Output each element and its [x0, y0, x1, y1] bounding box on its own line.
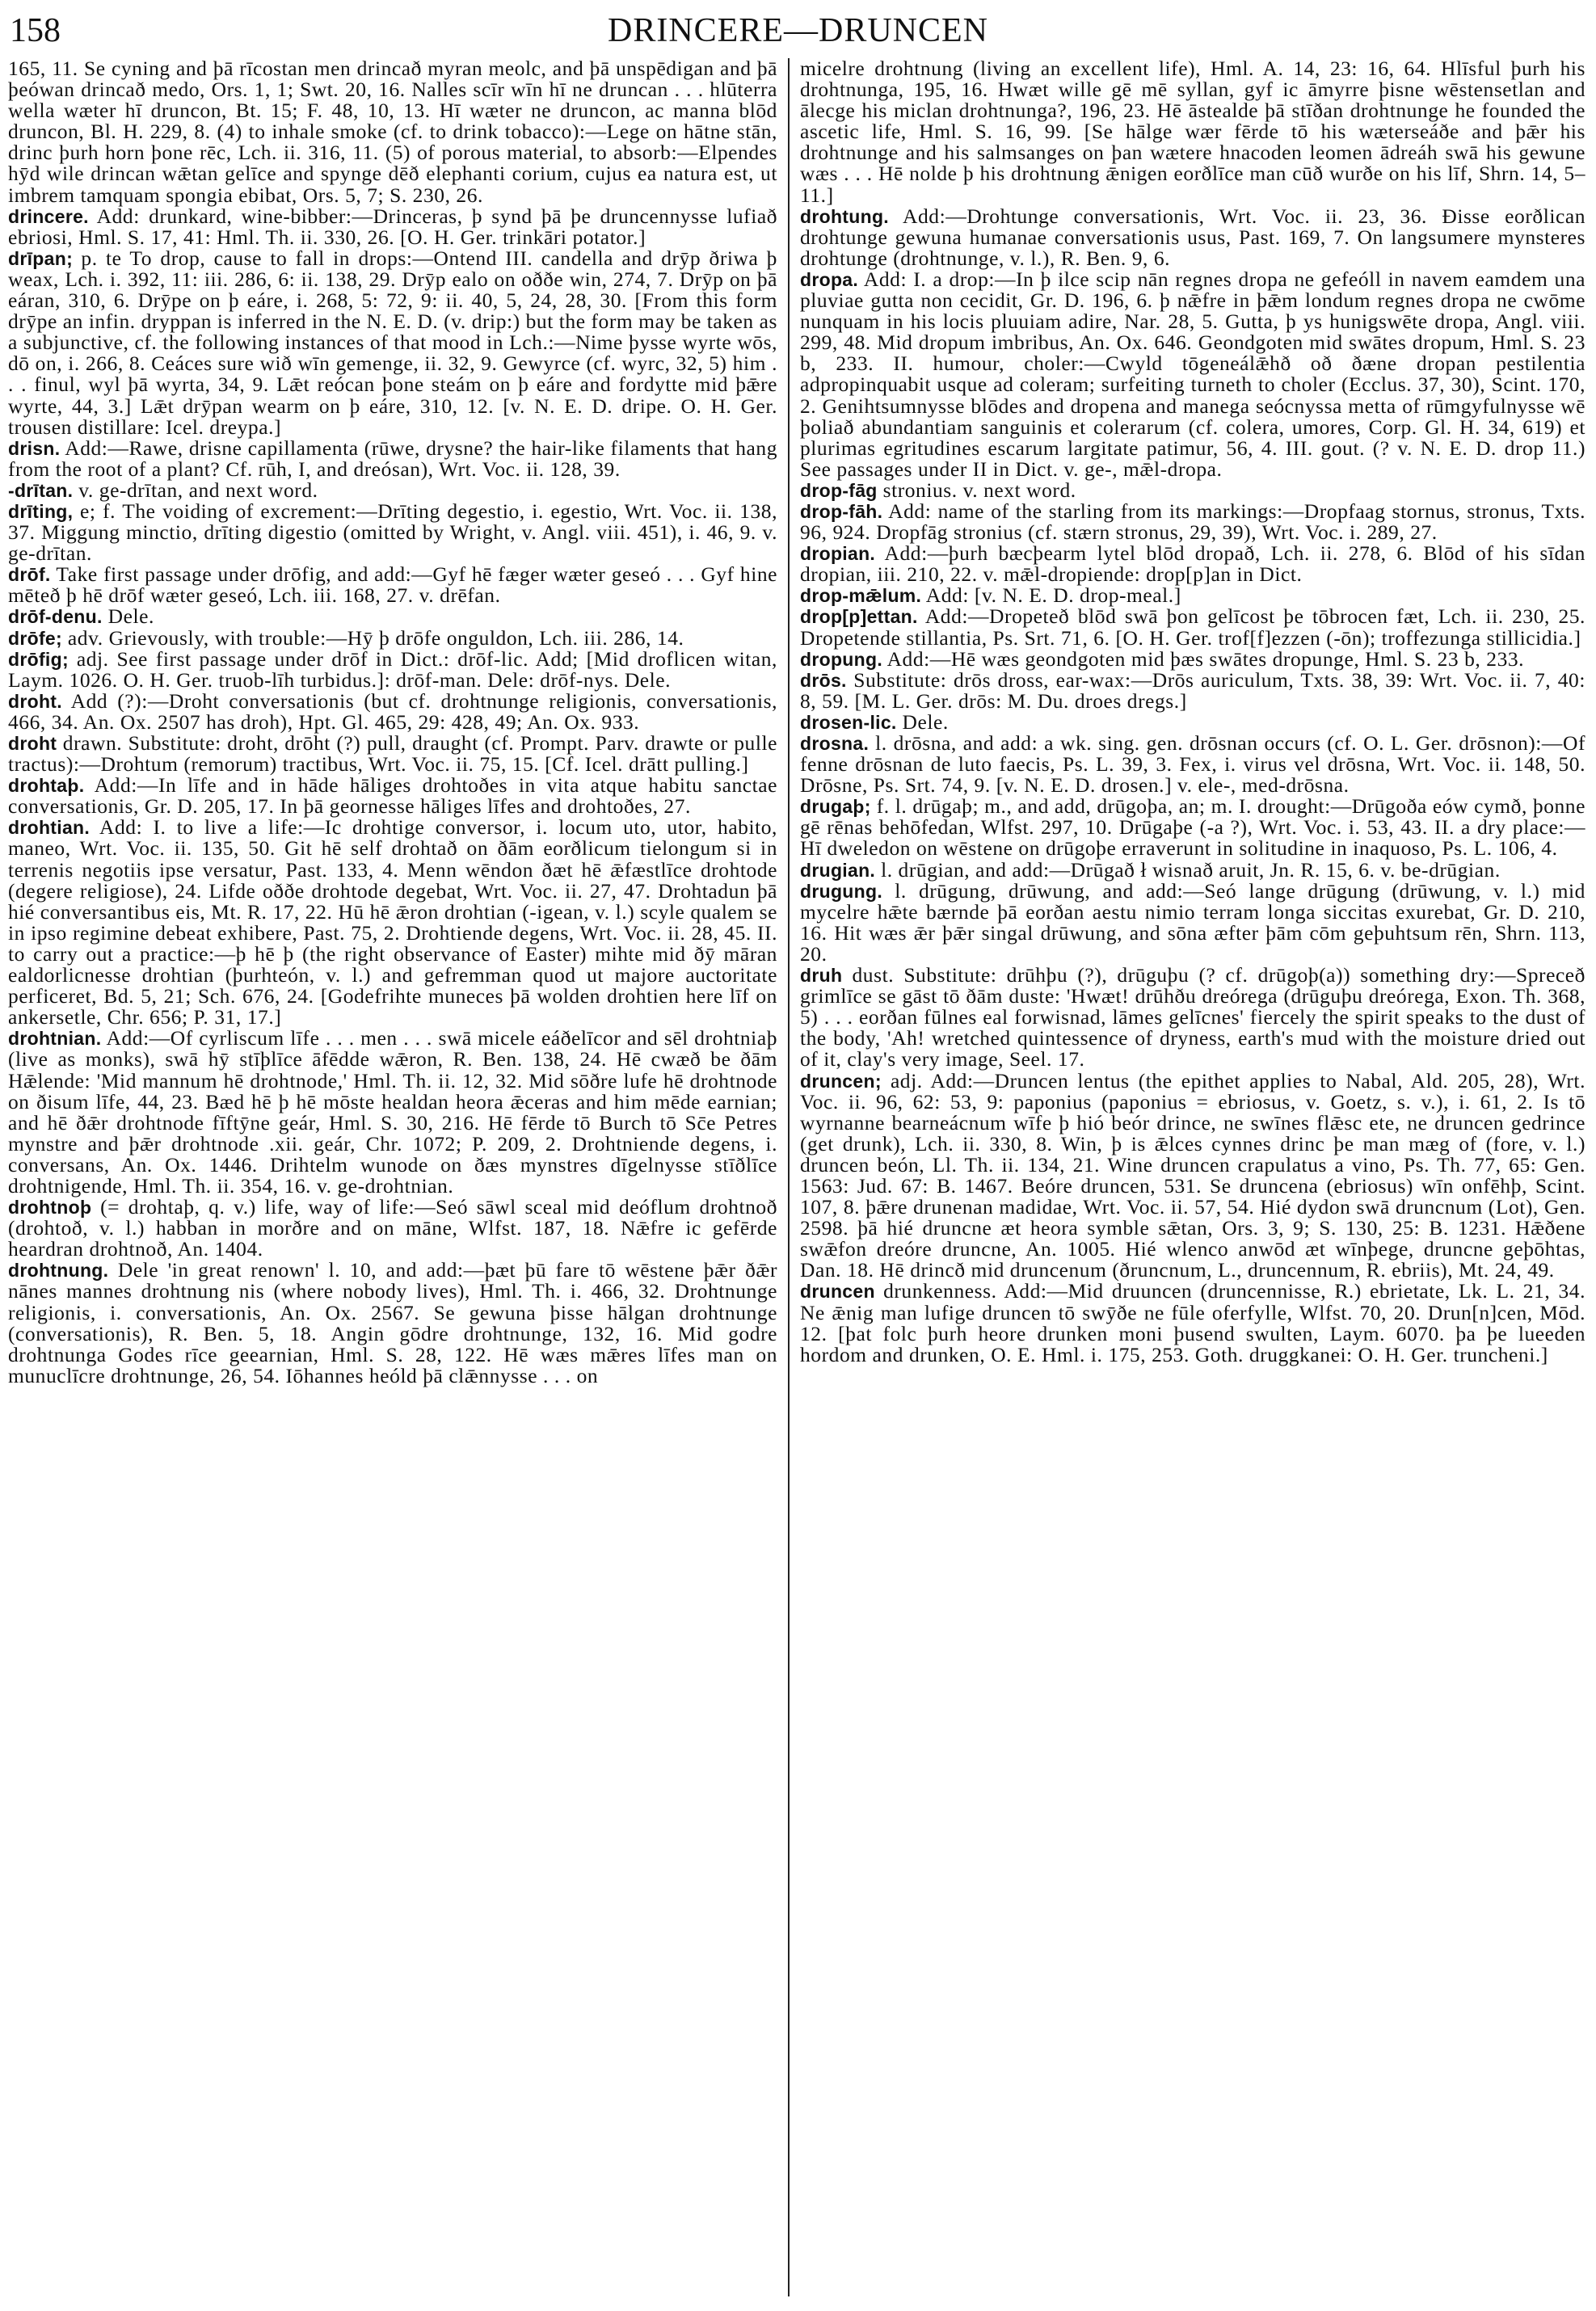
entry-headword: drōf-denu. — [8, 606, 103, 628]
dictionary-entry — [800, 646, 1585, 671]
entry-headword: drop-mǣlum. — [800, 585, 922, 607]
dictionary-entry — [8, 1260, 777, 1387]
entry-text: v. ge-drītan, and next word. — [78, 478, 318, 502]
entry-text: drunkenness. Add:—Mid druuncen (druncennisse, R.) ebrietate, Lk. L. 21, 34. Ne ǣnig man lufige druncen tō swȳðe ne fūle oferfylle, Wlfst. 70, 20. Drun[n]cen, Mōd. 12. [þat folc þurh heore drunken moni þusend swulten, Laym. 6070. þa þe lueeden hordom and drunken, O. E. Hml. i. 175, 253. Goth. druggkanei: O. H. Ger. truncheni.] — [800, 1279, 1585, 1366]
entry-text: 165, 11. Se cyning and þā rīcostan men drincað myran meolc, and þā unspēdigan and þā þeówan drincað medo, Ors. 1, 1; Swt. 20, 16. Nalles scīr wīn hī ne druncan . . . hlūterra wella wæter hī druncon, Bt. 15; F. 48, 10, 13. Hī wæter ne druncon, ac manna blōd druncon, Bl. H. 229, 8. (4) to inhale smoke (cf. to drink tobacco):—Lege on hātne stān, drinc þurh horn þone rēc, Lch. ii. 316, 11. (5) of porous material, to absorb:—Elpendes hȳd wile drincan wǣtan gelīce and spynge dēð elephanti corium, cujus ea natura est, ut imbrem tamquam spongia ebibat, Ors. 5, 7; S. 230, 26. — [8, 58, 777, 207]
dictionary-entry — [800, 733, 1585, 796]
dictionary-entry — [8, 206, 777, 248]
page-title: DRINCERE—DRUNCEN — [607, 12, 988, 49]
entry-text: Add:—Dropeteð blōd swā þon gelīcost þe tōbrocen fæt, Lch. ii. 230, 25. Dropetende stillantia, Ps. Srt. 71, 6. [O. H. Ger. trof[f]ezzen (-ōn); troffezunga stillicidia.] — [800, 604, 1585, 650]
entry-headword: drōf. — [8, 564, 51, 586]
dictionary-entry — [8, 480, 777, 501]
entry-text: Take first passage under drōfig, and add:—Gyf hē fæger wæter geseó . . . Gyf hine mēteð þ hē drōf wæter geseó, Lch. iii. 168, 27. v. drēfan. — [8, 562, 777, 608]
entry-headword: dropa. — [800, 268, 859, 290]
entry-text: p. te To drop, cause to fall in drops:—Ontend III. candella and drȳp ðriwa þ weax, Lch. i. 392, 11: iii. 286, 6: ii. 138, 29. Drȳp ealo on oððe win, 274, 7. Drȳp on þā eáran, 310, 6. Drȳpe on þ eáre, i. 268, 5: 72, 9: ii. 40, 5, 24, 28, 30. [From this form drȳpe an infin. dryppan is inferred in the N. E. D. (v. drip:) but the form may be taken as a subjunctive, cf. the following instances of that mood in Lch.:—Nime þysse wyrte wōs, dō on, i. 266, 8. Ceáces sure wið wīn gemenge, ii. 32, 9. Gewyrce (cf. wyrc, 32, 5) him . . . finul, wyl þā wyrta, 34, 9. Lǣt reócan þone steám on þ eáre and fordytte mid þǣre wyrte, 44, 3.] Lǣt drȳpan wearm on þ eáre, 310, 12. [v. N. E. D. dripe. O. H. Ger. trousen distillare: Icel. dreypa.] — [8, 246, 777, 439]
dictionary-entry — [800, 206, 1585, 269]
entry-text: f. l. drūgaþ; m., and add, drūgoþa, an; m. I. drought:—Drūgoða eów cymð, þonne gē rēnas behōfedan, Wlfst. 297, 10. Drūgaþe (-a ?), Wrt. Voc. i. 53, 43. II. a dry place:—Hī dweledon on wēstene on drūgoþe erraverunt in solitudine in inaquoso, Ps. L. 106, 4. — [800, 794, 1585, 861]
entry-text: l. drūgung, drūwung, and add:—Seó lange drūgung (drūwung, v. l.) mid mycelre hǣte bærnde þā eorðan aestu nimio terram longa siccitas exurebat, Gr. D. 210, 16. Hit wæs ǣr þǣr singal drūwung, and sōna æfter þām cōm geþuhtsum rēn, Shrn. 113, 20. — [800, 878, 1585, 966]
dictionary-entry — [800, 269, 1585, 480]
dictionary-entry — [8, 688, 777, 734]
dictionary-entry — [800, 58, 1585, 206]
entry-text: Add: drunkard, wine-bibber:—Drinceras, þ synd þā þe druncennysse lufiað ebriosi, Hml. S. 17, 41: Hml. Th. ii. 330, 26. [O. H. Ger. trinkāri potator.] — [8, 204, 777, 249]
entry-text: Add:—Of cyrliscum līfe . . . men . . . swā micele eáðelīcor and sēl drohtniaþ (live as monks), swā hȳ stīþlīce āfēdde wǣron, R. Ben. 138, 24. Hē cwæð be ðām Hǣlende: 'Mid mannum hē drohtnode,' Hml. Th. ii. 12, 32. Mid sōðre lufe hē drohtnode on ðisum līfe, 44, 23. Bæd hē þ hē mōste healdan heora ǣceras and him mēde earnian; and hē ðǣr drohtnode fīftȳne geár, Hml. S. 30, 216. Hē fērde tō Burch tō Sc̄e Petres mynstre and þǣr drohtnode .xii. geár, Chr. 1072; P. 209, 2. Drohtniende degens, i. conversans, An. Ox. 1446. Drihtelm wunode on ðæs mynstres dīgelnysse stīðlīce drohtnigende, Hml. Th. ii. 354, 16. v. ge-drohtnian. — [8, 1026, 777, 1198]
entry-text: Add:—Hē wæs geondgoten mid þæs swātes dropunge, Hml. S. 23 b, 233. — [886, 646, 1525, 671]
entry-text: adj. Add:—Druncen lentus (the epithet applies to Nabal, Ald. 205, 28), Wrt. Voc. ii. 96, 62: 53, 9: paponius (paponius = ebriosus, v. Goetz, s. v.), i. 61, 2. Is tō wyrnanne bearneácnum wīfe þ hió beór drince, ne swīnes flǣsc ete, ne druncen gedrince (get drunk), Lch. ii. 330, 8. Win, þ is ǣlces cynnes drinc þe man mæg of (fore, v. l.) druncen beón, Ll. Th. ii. 134, 21. Wine druncen crapulatus a vino, Ps. Th. 77, 65: Gen. 1563: Jud. 67: B. 1467. Beóre druncen, 531. Se druncena (ebriosus) wīn onfēhþ, Scint. 107, 8. þǣre drunenan madidae, Wrt. Voc. ii. 57, 54. Hié dydon swā druncnum (Lot), Gen. 2598. þā hié druncne æt heora symble sǣtan, Ors. 3, 9; S. 130, 25: B. 1231. Hǣðene swǣfon dreóre druncne, An. 1005. Hié wlenco anwōd æt wīnþege, druncne geþōhtas, Dan. 18. Hē drincð mid druncenum (ðruncnum, L., druncennum, R. ebriis), Mt. 24, 49. — [800, 1068, 1585, 1282]
dictionary-entry — [800, 543, 1585, 585]
page-header — [10, 11, 1586, 52]
entry-headword: drisn. — [8, 437, 61, 459]
entry-text: Add:—Drohtunge conversationis, Wrt. Voc. ii. 23, 36. Ðisse eorðlican drohtunge gewuna humanae conversationis usus, Past. 169, 7. On langsumere mynsteres drohtunge (drohtnunge, v. l.), R. Ben. 9, 6. — [800, 204, 1585, 270]
entry-headword: drugaþ; — [800, 796, 871, 818]
entry-text: Substitute: drōs dross, ear-wax:—Drōs auriculum, Txts. 38, 39: Wrt. Voc. ii. 7, 40: 8, 59. [M. L. Ger. drōs: M. Du. droes dregs.] — [800, 667, 1585, 713]
entry-headword: drōs. — [800, 669, 847, 691]
entry-headword: drop-fāg — [800, 479, 878, 501]
entry-headword: druncen; — [800, 1070, 882, 1092]
entry-text: adv. Grievously, with trouble:—Hȳ þ drōfe onguldon, Lch. iii. 286, 14. — [67, 625, 684, 650]
entry-text: Add: I. to live a life:—Ic drohtige conversor, i. locum uto, utor, habito, maneo, Wrt. Voc. ii. 135, 50. Git hē self drohtað on ðām eorðlicum tielongum si in terrenis negotiis ipse versatur, Past. 133, 4. Menn wēndon ðæt hē ǣfæstlīce drohtode (degere religiose), 24. Lifde oððe drohtode degebat, Wrt. Voc. ii. 27, 47. Drohtadun þā hié conversantibus eis, Mt. R. 17, 22. Hū hē ǣron drohtian (-igean, v. l.) scyle qualem se in ipso regimine debeat exhibere, Past. 75, 2. Drohtiende degens, Wrt. Voc. ii. 28, 45. II. to carry out a practice:—þ hē þ (the right observance of Easter) mihte mid ðȳ māran ealdorlicnesse drohtian (þurhteón, v. l.) and gefremman quod ut majore auctoritate perficeret, Bd. 5, 21; Sch. 676, 24. [Godefrihte muneces þā wolden drohtien here līf on ankersetle, Chr. 656; P. 31, 17.] — [8, 815, 777, 1029]
entry-headword: drugian. — [800, 859, 876, 881]
dictionary-entry — [800, 585, 1585, 606]
entry-text: Dele. — [107, 604, 154, 629]
dictionary-entry — [8, 564, 777, 606]
entry-text: adj. See first passage under drōf in Dict.: drōf-lic. Add; [Mid droflicen witan, Laym. 1026. O. H. Ger. truob-līh turbidus.]: drōf-man. Dele: drōf-nys. Dele. — [8, 646, 777, 692]
entry-headword: drōfe; — [8, 627, 62, 649]
dictionary-entry — [800, 857, 1585, 882]
entry-text: Add:—Rawe, drisne capillamenta (rūwe, drysne? the hair-like filaments that hang from the root of a plant? Cf. rūh, I, and dreósan), Wrt. Voc. ii. 128, 39. — [8, 436, 777, 481]
entry-text: drawn. Substitute: droht, drōht (?) pull, draught (cf. Prompt. Parv. drawte or pulle tractus):—Drohtum (remorum) tractibus, Wrt. Voc. ii. 75, 15. [Cf. Icel. drātt pulling.] — [8, 731, 777, 777]
entry-text: Dele. — [902, 709, 949, 734]
entry-headword: drohtian. — [8, 817, 91, 839]
dictionary-entry — [800, 796, 1585, 859]
entry-headword: drohtung. — [800, 205, 889, 227]
entry-text: l. drūgian, and add:—Drūgað ł wisnað aruit, Jn. R. 15, 6. v. be-drūgian. — [881, 857, 1501, 882]
dictionary-entry — [8, 58, 777, 206]
entry-text: Dele 'in great renown' l. 10, and add:—þæt þū fare tō wēstene þǣr ðǣr nānes mannes drohtnung nis (where nobody lives), Hml. Th. i. 466, 32. Drohtnunge religionis, i. conversationis, An. Ox. 2567. Se gewuna þisse hālgan drohtnunge (conversationis), R. Ben. 5, 18. Angin gōdre drohtnunge, 132, 16. Mid godre drohtnunga Godes rīce geearnian, Hml. S. 28, 122. Hē wæs mǣres līfes man on munuclīcre drohtnunge, 26, 54. Iōhannes heóld þā clǣnnysse . . . on — [8, 1258, 777, 1387]
dictionary-entry — [8, 606, 777, 627]
entry-headword: drop-fāh. — [800, 500, 883, 522]
entry-headword: drīpan; — [8, 247, 74, 269]
dictionary-entry — [8, 646, 777, 692]
entry-headword: droht — [8, 733, 57, 754]
entry-headword: druh — [800, 965, 843, 987]
dictionary-entry — [800, 709, 1585, 734]
entry-text: stronius. v. next word. — [882, 478, 1076, 502]
entry-headword: drohtnian. — [8, 1028, 102, 1050]
entry-headword: dropian. — [800, 543, 876, 565]
entry-headword: droht. — [8, 690, 62, 712]
dictionary-entry — [800, 667, 1585, 713]
entry-text: Add:—þurh bæcþearm lytel blōd dropað, Lch. ii. 278, 6. Blōd of his sīdan dropian, iii. 210, 22. v. mǣl-dropiende: drop[p]an in Dict. — [800, 541, 1585, 587]
entry-text: Add: name of the starling from its markings:—Dropfaag stornus, stronus, Txts. 96, 924. Dropfāg stronius (cf. stærn stronus, 29, 39), Wrt. Voc. i. 289, 27. — [800, 499, 1585, 545]
dictionary-entry — [800, 501, 1585, 543]
entry-headword: drosna. — [800, 733, 870, 754]
entry-text: Add: [v. N. E. D. drop-meal.] — [925, 583, 1181, 608]
entry-headword: drīting, — [8, 500, 74, 522]
right-column — [800, 58, 1585, 2296]
entry-headword: drugung. — [800, 880, 883, 902]
dictionary-entry — [800, 606, 1585, 648]
dictionary-entry — [8, 1028, 777, 1197]
entry-headword: drōfig; — [8, 648, 69, 670]
dictionary-entry — [8, 438, 777, 480]
entry-headword: drop[p]ettan. — [800, 606, 918, 628]
dictionary-entry — [800, 480, 1585, 501]
left-column — [8, 58, 777, 2296]
entry-headword: drohtnoþ — [8, 1197, 92, 1219]
dictionary-entry — [8, 775, 777, 817]
entry-headword: dropung. — [800, 648, 883, 670]
entry-headword: drincere. — [8, 205, 89, 227]
dictionary-entry — [8, 733, 777, 775]
dictionary-entry — [8, 817, 777, 1028]
entry-text: Add (?):—Droht conversationis (but cf. drohtnunge religionis, conversationis, 466, 34. An. Ox. 2507 has droh), Hpt. Gl. 465, 29: 428, 49; An. Ox. 933. — [8, 688, 777, 734]
page-number: 158 — [10, 12, 61, 49]
entry-text: l. drōsna, and add: a wk. sing. gen. drōsnan occurs (cf. O. L. Ger. drōsnon):—Of fenne drōsnan de luto faecis, Ps. L. 39, 3. Fex, i. virus vel drōsna, Wrt. Voc. ii. 148, 50. Drōsne, Ps. Srt. 74, 9. [v. N. E. D. drosen.] v. ele-, med-drōsna. — [800, 731, 1585, 798]
dictionary-entry — [800, 1281, 1585, 1365]
entry-text: (= drohtaþ, q. v.) life, way of life:—Seó sāwl sceal mid deóflum drohtnoð (drohtoð, v. l.) habban in morðre and on māne, Wlfst. 187, 18. Nǣfre ic gefērde heardran drohtnoð, An. 1404. — [8, 1195, 777, 1261]
entry-headword: drohtaþ. — [8, 775, 85, 797]
entry-text: Add:—In līfe and in hāde hāliges drohtoðes in vita atque habitu sanctae conversationis, Gr. D. 205, 17. In þā geornesse hāliges līfes and drohtoðes, 27. — [8, 773, 777, 819]
entry-headword: drosen-lic. — [800, 711, 897, 733]
entry-text: micelre drohtnung (living an excellent life), Hml. A. 14, 23: 16, 64. Hlīsful þurh his drohtnunga, 195, 16. Hwæt wille gē mē syllan, gyf ic āmyrre þisne wēstensetlan and ālecge his miclan drohtnunga?, 196, 23. Hē āstealde þā stīðan drohtnunge he founded the ascetic life, Hml. S. 16, 99. [Se hālge wær fērde tō his wæterseáðe and þǣr his drohtnunge and his salmsanges on þan wætere hnacoden leomen ādreáh swā his gewune wæs . . . Hē nolde þ his drohtnung ǣnigen eorðlīce man cūð wurðe on his līf, Shrn. 14, 5–11.] — [800, 58, 1585, 207]
dictionary-entry — [8, 248, 777, 438]
entry-text: Add: I. a drop:—In þ ilce scip nān regnes dropa ne gefeóll in navem eamdem una pluviae gutta non cecidit, Gr. D. 196, 6. þ nǣfre in þǣm londum regnes dropa ne cwōme nunquam in his locis pluuiam adire, Nar. 28, 5. Gutta, þ ys hunigswēte dropa, Angl. viii. 299, 48. Mid dropum imbribus, An. Ox. 646. Geondgoten mid swātes dropum, Hml. S. 23 b, 233. II. humour, choler:—Cwyld tōgeneálǣhð oð ðæne dropan pestilentia adpropinquabit usque ad coleram; surfeiting turneth to choler (Ecclus. 37, 30), Scint. 170, 2. Genihtsumnysse blōdes and dropena and manega seócnyssa metta of rūmgyfulnysse wē þoliað abundantiam sanguinis et colerarum (cf. colera, umores, Corp. Gl. H. 34, 619) et plurimas egritudines escarum largitate patimur, 56, 4. III. gout. (? v. N. E. D. drop 11.) See passages under II in Dict. v. ge-, mǣl-dropa. — [800, 267, 1585, 481]
entry-text: e; f. The voiding of excrement:—Drīting degestio, i. egestio, Wrt. Voc. ii. 138, 37. Miggung minctio, drīting digestio (omitted by Wright, v. Angl. viii. 451), i. 46, 9. v. ge-drītan. — [8, 499, 777, 566]
entry-headword: drohtnung. — [8, 1260, 109, 1282]
dictionary-entry — [8, 1197, 777, 1260]
dictionary-entry — [800, 1068, 1585, 1282]
dictionary-entry — [8, 501, 777, 564]
entry-text: dust. Substitute: drūhþu (?), drūguþu (? cf. drūgoþ(a)) something dry:—Spreceð grimlīce se gāst tō ðām duste: 'Hwæt! drūhðu dreórega (drūguþu dreórega, Exon. Th. 368, 5) . . . eorðan fūlnes eal forwisnad, lāmes gelīcnes' fiercely the spirit speaks to the dust of the body, 'Ah! wretched quintessence of dryness, earth's mud with the moisture dried out of it, clay's very image, Seel. 17. — [800, 963, 1585, 1071]
entry-headword: druncen — [800, 1281, 875, 1303]
dictionary-entry — [800, 878, 1585, 966]
column-divider — [788, 58, 790, 2296]
dictionary-entry — [800, 965, 1585, 1070]
dictionary-entry — [8, 625, 777, 650]
entry-headword: -drītan. — [8, 479, 74, 501]
